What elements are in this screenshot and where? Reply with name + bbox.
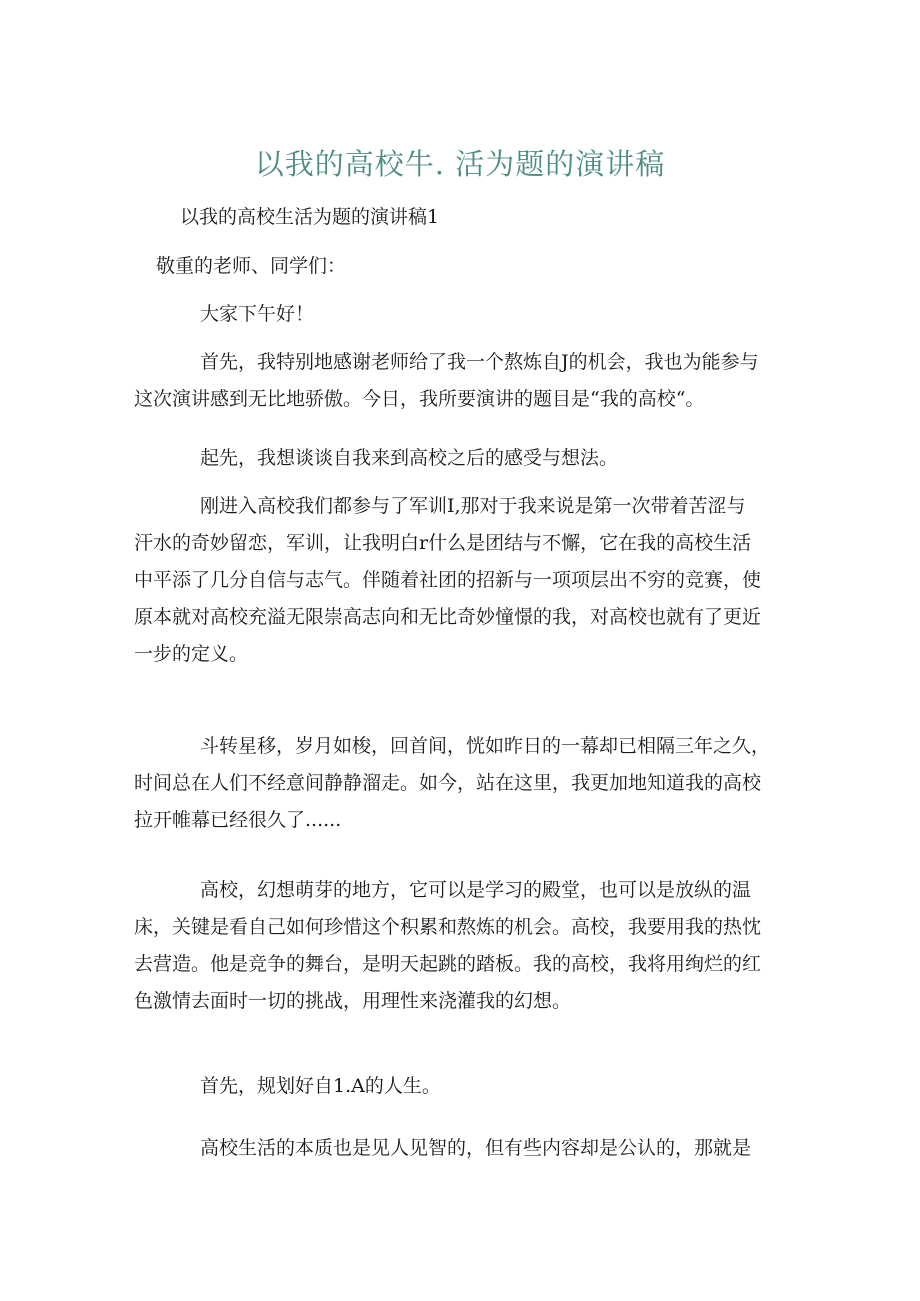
paragraph-line: 起先，我想谈谈自我来到高校之后的感受与想法。 xyxy=(200,447,619,469)
paragraph-6 xyxy=(134,872,794,1020)
paragraph-line: 原本就对高校充溢无限崇高志向和无比奇妙憧憬的我，对高校也就有了更近 xyxy=(134,606,762,628)
paragraph-5 xyxy=(134,728,794,839)
paragraph-line: 斗转星移，岁月如梭，回首间，恍如昨日的一幕却已相隔三年之久， xyxy=(200,735,771,757)
paragraph-line: 时间总在人们不经意间静静溜走。如今，站在这里，我更加地知道我的高校 xyxy=(134,772,762,794)
paragraph-line: 首先，规划好自1.A的人生。 xyxy=(200,1075,441,1097)
paragraph-4 xyxy=(134,488,794,673)
paragraph-1 xyxy=(134,296,794,333)
document-subtitle: 以我的高校生活为题的演讲稿1 xyxy=(180,206,440,228)
paragraph-line: 大家下午好！ xyxy=(200,303,315,325)
greeting: 敬重的老师、同学们： xyxy=(156,255,347,277)
paragraph-line: 去营造。他是竞争的舞台，是明天起跳的踏板。我的高校，我将用绚烂的红 xyxy=(134,953,762,975)
paragraph-line: 这次演讲感到无比地骄傲。今日，我所要演讲的题目是“我的高校“。 xyxy=(134,388,705,410)
paragraph-line: 高校，幻想萌芽的地方，它可以是学习的殿堂，也可以是放纵的温 xyxy=(200,879,752,901)
paragraph-2 xyxy=(134,344,794,418)
paragraph-line: 汗水的奇妙留恋，军训，让我明白r什么是团结与不懈，它在我的高校生活 xyxy=(134,532,752,554)
paragraph-7 xyxy=(134,1068,794,1105)
paragraph-line: 一步的定义。 xyxy=(134,643,249,665)
paragraph-line: 拉开帷幕已经很久了...... xyxy=(134,809,342,831)
paragraph-line: 色激情去面时一切的挑战，用理性来浇灌我的幻想。 xyxy=(134,990,572,1012)
paragraph-line: 高校生活的本质也是见人见智的，但有些内容却是公认的，那就是 xyxy=(200,1137,752,1159)
document-title: 以我的高校牛. 活为题的演讲稿 xyxy=(254,147,666,181)
paragraph-line: 刚进入高校我们都参与了军训I,那对于我来说是第一次带着苦涩与 xyxy=(200,495,746,517)
paragraph-8 xyxy=(134,1130,794,1167)
paragraph-line: 首先，我特别地感谢老师给了我一个熬炼自J的机会，我也为能参与 xyxy=(200,351,759,373)
paragraph-line: 床，关键是看自己如何珍惜这个积累和熬炼的机会。高校，我要用我的热忱 xyxy=(134,916,762,938)
paragraph-3 xyxy=(134,440,794,477)
paragraph-line: 中平添了几分自信与志气。伴随着社团的招新与一项项层出不穷的竞赛，使 xyxy=(134,569,762,591)
